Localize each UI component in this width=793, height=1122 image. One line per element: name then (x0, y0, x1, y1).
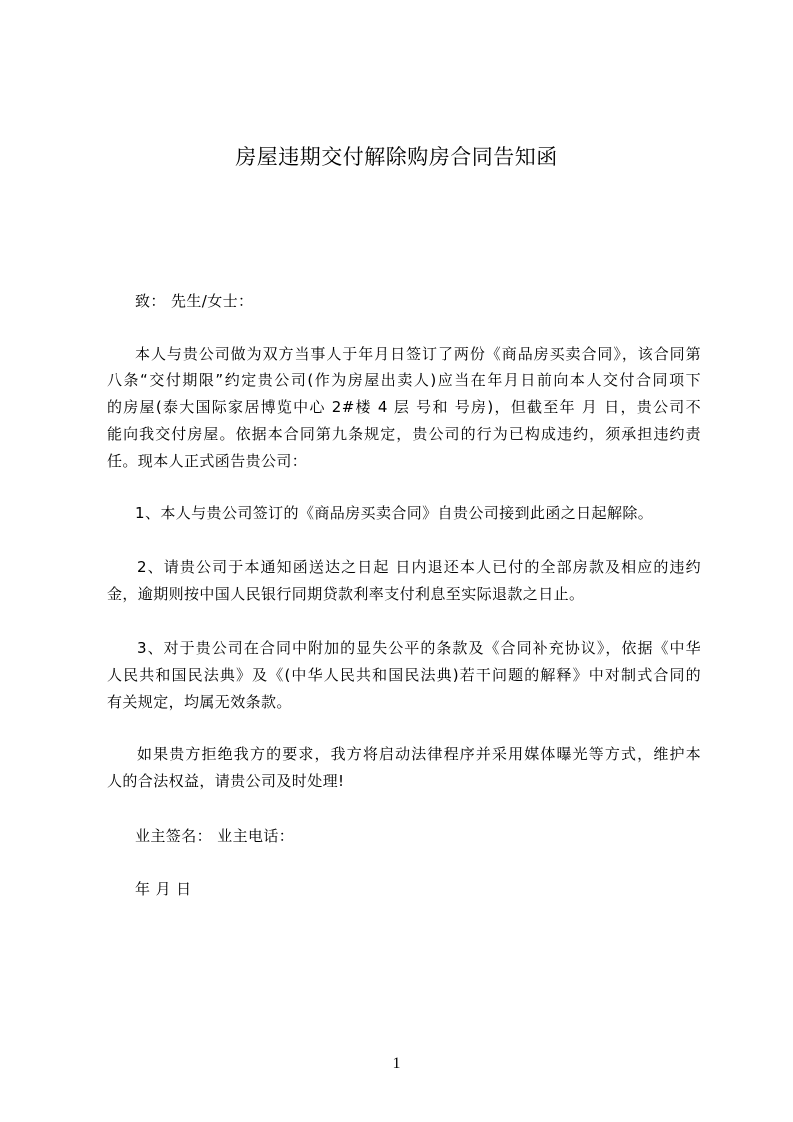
intro-line: 的房屋(泰大国际家居博览中心 2#楼 4 层 号和 号房)，但截至年 月 日，贵公司不 (107, 398, 701, 416)
signature-line: 业主签名： 业主电话： (135, 827, 295, 845)
closing-line: 如果贵方拒绝我方的要求，我方将启动法律程序并采用媒体曝光等方式，维护本 (137, 745, 701, 763)
closing-line: 人的合法权益，请贵公司及时处理! (107, 772, 345, 790)
document-title: 房屋违期交付解除购房合同告知函 (235, 145, 558, 169)
salutation: 致： 先生/女士： (135, 292, 254, 310)
item-3-line: 人民共和国民法典》及《(中华人民共和国民法典)若干问题的解释》中对制式合同的 (107, 666, 701, 684)
intro-line: 任。现本人正式函告贵公司： (107, 452, 308, 470)
page-number: 1 (392, 1055, 401, 1072)
item-3-line: 3、对于贵公司在合同中附加的显失公平的条款及《合同补充协议》，依据《中华 (137, 639, 701, 657)
intro-line: 本人与贵公司做为双方当事人于年月日签订了两份《商品房买卖合同》，该合同第 (135, 345, 701, 363)
intro-line: 八条“交付期限”约定贵公司(作为房屋出卖人)应当在年月日前向本人交付合同项下 (107, 371, 701, 389)
intro-line: 能向我交付房屋。依据本合同第九条规定，贵公司的行为已构成违约，须承担违约责 (107, 425, 701, 443)
item-2-line: 金，逾期则按中国人民银行同期贷款利率支付利息至实际退款之日止。 (107, 585, 585, 603)
date-line: 年 月 日 (135, 880, 192, 898)
item-2-line: 2、请贵公司于本通知函送达之日起 日内退还本人已付的全部房款及相应的违约 (137, 558, 701, 576)
item-1-line: 1、本人与贵公司签订的《商品房买卖合同》自贵公司接到此函之日起解除。 (135, 504, 654, 522)
item-3-line: 有关规定，均属无效条款。 (107, 693, 292, 711)
